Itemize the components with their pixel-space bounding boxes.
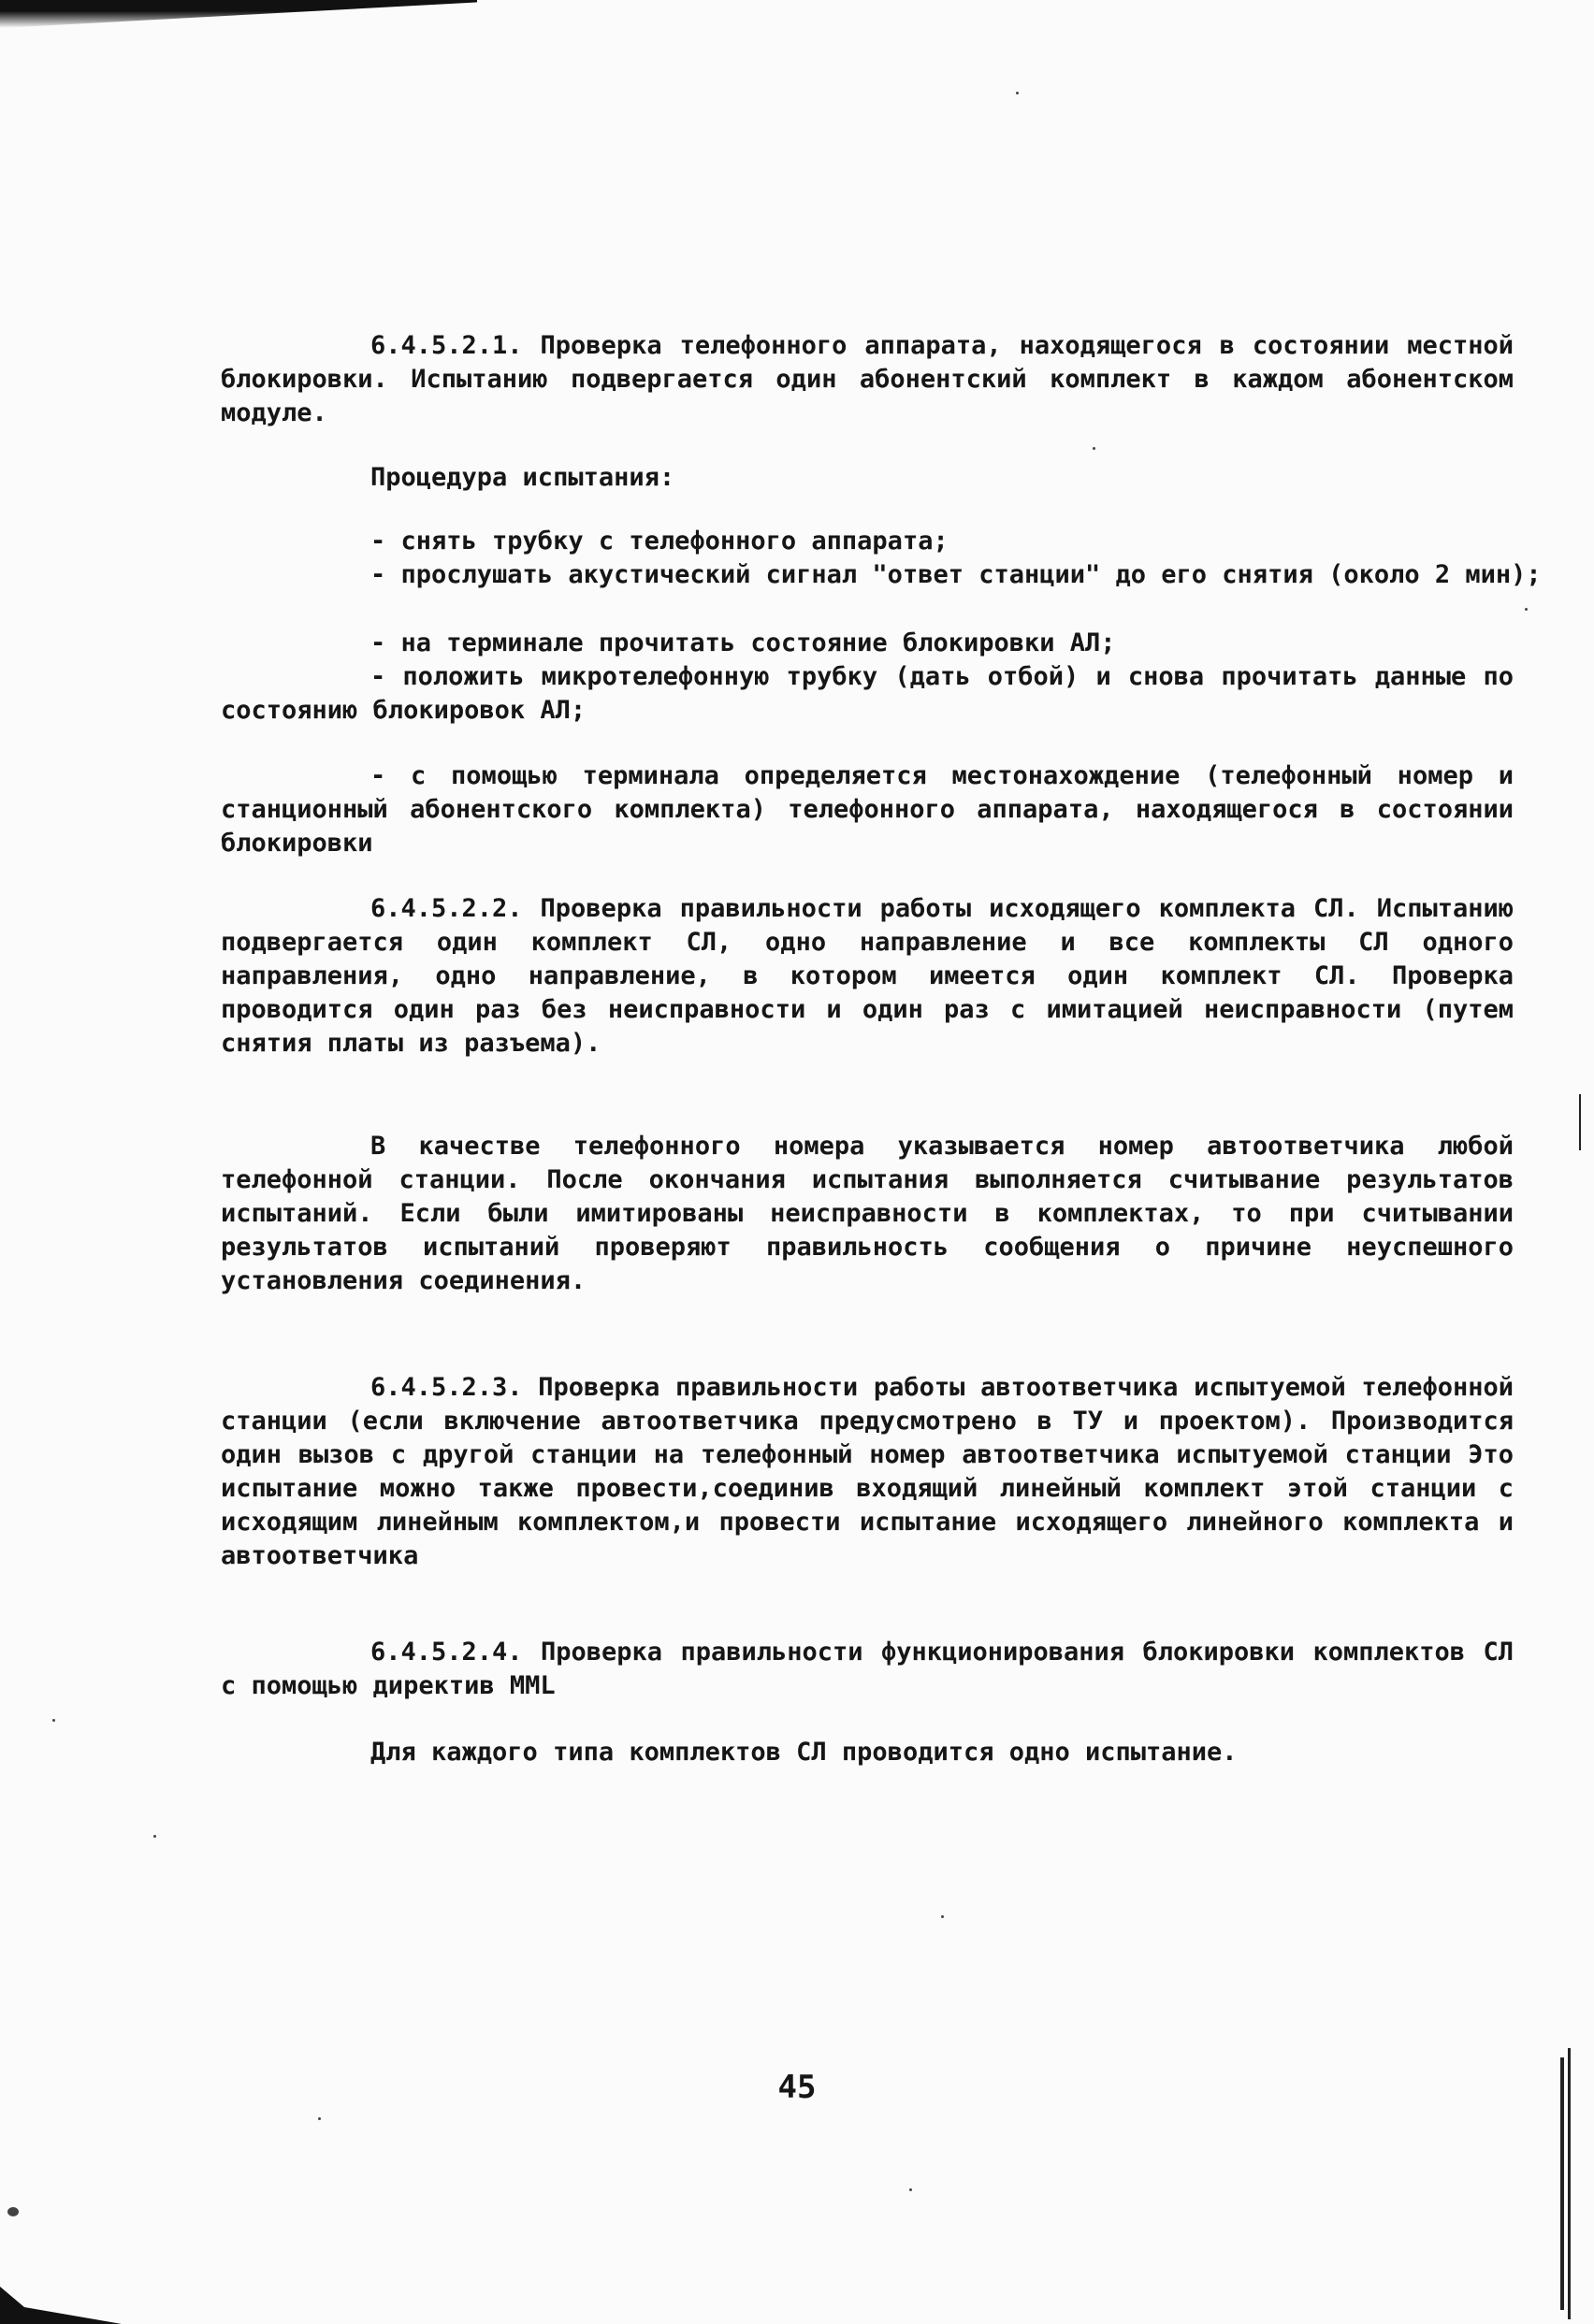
procedure-heading: Процедура испытания: (370, 463, 675, 492)
procedure-step-3: - на терминале прочитать состояние блокировки АЛ; (370, 628, 1116, 657)
scan-speck (1093, 447, 1095, 450)
paragraph-6-4-5-2-2: 6.4.5.2.2. Проверка правильности работы исходящего комплекта СЛ. Испытанию подвергается один комплект СЛ, одно направление и все комплекты СЛ одного направления, одно направление, в котором имеется один комплект СЛ. Проверка проводится один раз без неисправности и один раз с имитацией неисправности (путем снятия платы из разъема). (221, 894, 1514, 1058)
scan-speck (153, 1835, 156, 1838)
procedure-step-1: - снять трубку с телефонного аппарата; (370, 527, 949, 556)
scan-speck (909, 2188, 912, 2191)
scan-speck (1016, 92, 1019, 94)
paragraph-answering-machine: В качестве телефонного номера указывается номер автоответчика любой телефонной станции. После окончания испытания выполняется считывание результатов испытаний. Если были имитированы неисправности в комплектах, то при считывании результатов испытаний проверяют правильность сообщения о причине неуспешного установления соединения. (221, 1132, 1514, 1295)
procedure-step-5: - с помощью терминала определяется местонахождение (телефонный номер и станционный абонентского комплекта) телефонного аппарата, находящегося в состоянии блокировки (221, 761, 1514, 858)
scan-speck (941, 1915, 944, 1918)
paragraph-6-4-5-2-3: 6.4.5.2.3. Проверка правильности работы автоответчика испытуемой телефонной станции (если включение автоответчика предусмотрено в ТУ и проектом). Производится один вызов с другой станции на телефонный номер автоответчика испытуемой станции Это испытание можно также провести,соединив входящий линейный комплект этой станции с исходящим линейным комплектом,и провести испытание исходящего линейного комплекта и автоответчика (221, 1373, 1514, 1570)
scan-edge-right-3 (1579, 1094, 1581, 1150)
scan-shadow-bottom-left (0, 2287, 122, 2324)
scan-speck (7, 2207, 19, 2216)
page-number: 45 (777, 2069, 817, 2106)
procedure-step-4: - положить микротелефонную трубку (дать отбой) и снова прочитать данные по состоянию блокировок АЛ; (221, 662, 1514, 725)
scan-speck (318, 2117, 321, 2120)
scan-shadow-top-left (0, 0, 477, 28)
paragraph-6-4-5-2-4: 6.4.5.2.4. Проверка правильности функционирования блокировки комплектов СЛ с помощью директив MML (221, 1638, 1514, 1700)
paragraph-6-4-5-2-1: 6.4.5.2.1. Проверка телефонного аппарата, находящегося в состоянии местной блокировки. Испытанию подвергается один абонентский комплект в каждом абонентском модуле. (221, 331, 1514, 427)
paragraph-one-test: Для каждого типа комплектов СЛ проводится одно испытание. (370, 1738, 1238, 1767)
scan-speck (1525, 608, 1528, 611)
scan-speck (52, 1719, 55, 1722)
procedure-step-2: - прослушать акустический сигнал "ответ станции" до его снятия (около 2 мин); (370, 560, 1542, 589)
